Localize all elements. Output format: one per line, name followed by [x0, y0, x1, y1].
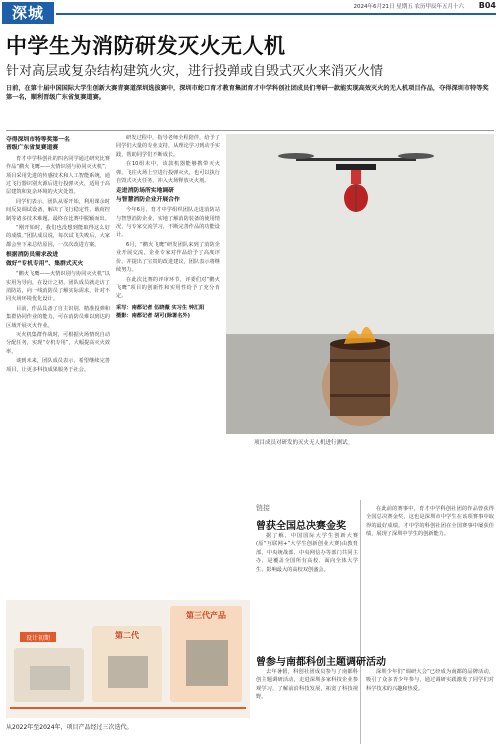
sidebar-paragraph: 据了解，中国国际大学生创新大赛(原“互联网+”大学生创新创业大赛)由教育部、中央统战部、中央网信办等部门共同主办，是覆盖全国所有高校、面向全体大学生、影响最大的高校双创盛会。	[256, 533, 358, 573]
gen2-label: 第二代	[115, 631, 139, 640]
sidebar-column	[366, 505, 494, 636]
sidebar-paragraph: 深圳少年们“调研大会”已经成为南都的品牌活动，吸引了众多青少年参与，通过调研实践激发了同学们对科学技术的兴趣和热爱。	[366, 669, 494, 692]
sidebar-paragraph: 在此前的赛事中，育才中学科创社团的作品曾获得全国总决赛金奖，这也是深圳市中学生在该项赛事中取得的最好成绩。才中学的科创社团在全国赛事中屡获佳绩，展现了深圳中学生的创新能力。	[366, 506, 494, 538]
article-paragraph: 今年6月，育才中学组织团队走进消防站与智慧消防企业，实地了解消防装备的使用情况，与专家交流学习，不断完善作品的功能设计。	[116, 207, 220, 239]
gen3-product	[186, 640, 228, 686]
article-paragraph: 同学们表示，团队从零开始，利用课余时间反复调试设备，解决了飞行稳定性、载荷控制等诸多技术难题，最终在比赛中脱颖而出。	[6, 198, 110, 222]
divider	[6, 130, 494, 131]
gen2-product	[108, 656, 148, 688]
article-paragraph: 灭火机集群作战时，可根据火场情况自动分配任务，实现“专机专用”，大幅提高灭火效率。	[6, 331, 110, 355]
article-column-1	[6, 134, 110, 596]
masthead-rule	[56, 13, 496, 15]
dateline: 2024年6月21日 星期五 农历甲辰年五月十六	[353, 4, 464, 10]
fire-drum	[322, 327, 398, 426]
lead-paragraph: 日前，在第十届中国国际大学生创新大赛青赛道深圳选拔赛中，深圳市蛇口育才教育集团育才中学科创社团成员们考研一款能实现高效灭火的无人机项目作品，夺得深圳市特等奖第一名，顺利晋级广东省复赛道赛。	[6, 85, 489, 101]
sidebar-title: 曾参与南都科创主题调研活动	[256, 657, 386, 668]
article-paragraph: 目前，作品具备了自主识别、精准投弹和集群协同作业的能力，可在消防员难以到达的区域开展灭火作业。	[6, 305, 110, 329]
section-heading: 夺得深圳市特等奖第一名 晋级广东省复赛道赛	[6, 137, 70, 152]
byline: 采写：南都记者 伍晓薇 实习生 钟汇阳 摄影：南都记者 胡可(除署名外)	[116, 304, 205, 320]
gen1-product	[30, 666, 70, 690]
article-paragraph: 育才中学科创社的四名同学通过研究比赛作品“鹳火飞鹰——火情识别与协同灭火机”，项目采用先进的传感技术和人工智能系统，通过飞行器识别火源后进行投弹灭火，适用于高层建筑和复杂环境的火灾处置。	[6, 155, 110, 196]
sidebar-title: 曾获全国总决赛金奖	[256, 521, 346, 532]
article-paragraph: “鹳火飞鹰——火情识别与协同灭火机”以实用为导向，在设计之初，团队成员就走访了消防站，向一线消防员了解实际需求，针对不同火场环境优化设计。	[6, 271, 110, 303]
article-paragraph: “刚开始时，我们也没想到能取得这么好的成绩。”团队成员说，每次试飞失败后，大家都会坐下来总结原因，一次次改进方案。	[6, 225, 110, 248]
sidebar-label: 链接	[256, 504, 270, 512]
masthead	[0, 0, 500, 26]
article-paragraph: 在此次比赛的评审环节，评委们对“鹳火飞鹰”项目的创新性和实用性给予了充分肯定。	[116, 276, 220, 300]
sidebar-column	[256, 532, 358, 640]
column-rule	[360, 500, 361, 744]
iteration-infographic	[6, 600, 250, 718]
article-column-2	[116, 134, 220, 596]
stage-label: 设计初期	[25, 635, 51, 642]
article-paragraph: 研发过程中，指导老师全程陪伴，给予了同学们大量的专业支持，从理论学习到动手实践，帮助同学们不断成长。	[116, 135, 220, 158]
page-number: B04	[478, 1, 496, 10]
section-tab: 深城	[2, 2, 54, 24]
sidebar-column	[366, 668, 494, 744]
photo-caption: 项目成员对研发的灭火无人机进行测试。	[254, 440, 354, 446]
article-paragraph: 6月，“鹳火飞鹰”研发团队来到了消防企业开展交流，企业专家对作品给予了高度评价，并提出了宝贵的改进建议，团队表示将继续努力。	[116, 241, 220, 274]
article-paragraph: 谈到未来，团队成员表示，希望继续完善项目，让更多科技成果服务于社会。	[6, 358, 110, 373]
photo-illustration	[226, 134, 494, 434]
sidebar-paragraph: 去年暑假，科创社团成员参与了南都科创主题调研活动，走进深圳多家科技企业参观学习，了解前沿科技发展，拓宽了科技视野。	[256, 669, 358, 701]
infographic-illustration	[6, 600, 250, 718]
sidebar-column	[256, 668, 358, 744]
page-subtitle: 针对高层或复杂结构建筑火灾，进行投弹或自毁式灭火来消灭火情	[6, 64, 384, 79]
section-heading: 根据消防员需求改进 做好“专机专用”、集群式灭火	[6, 252, 84, 267]
article-paragraph: 在10组未中，该款机器能够携带灭火弹，飞往火场上空进行投弹灭火，也可以执行自毁式灭火任务，冲入火场释放灭火剂。	[116, 161, 220, 185]
page-title: 中学生为消防研发灭火无人机	[6, 34, 286, 58]
drone-test-photo	[226, 134, 494, 434]
gen3-label: 第三代产品	[186, 611, 226, 620]
infographic-caption: 从2022年至2024年，项目产品经过三次迭代。	[6, 724, 133, 731]
section-heading: 走进消防场所实地调研 与智慧消防企业开展合作	[116, 188, 180, 203]
